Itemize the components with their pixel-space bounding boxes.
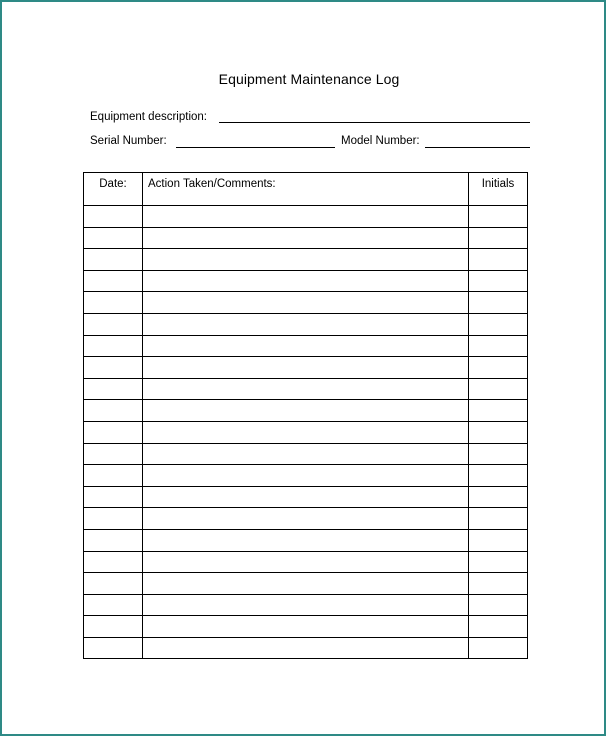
date-cell[interactable] [84,508,143,530]
initials-cell[interactable] [469,508,528,530]
date-cell[interactable] [84,594,143,616]
action-cell[interactable] [143,249,469,271]
action-cell[interactable] [143,270,469,292]
table-row [84,292,528,314]
date-cell[interactable] [84,378,143,400]
equipment-description-label: Equipment description: [90,111,207,123]
action-cell[interactable] [143,357,469,379]
initials-column-header: Initials [469,173,528,206]
initials-cell[interactable] [469,227,528,249]
table-row [84,594,528,616]
table-row [84,486,528,508]
table-row [84,206,528,228]
initials-cell[interactable] [469,270,528,292]
date-cell[interactable] [84,637,143,659]
table-row [84,573,528,595]
initials-cell[interactable] [469,378,528,400]
date-cell[interactable] [84,421,143,443]
action-cell[interactable] [143,529,469,551]
date-cell[interactable] [84,313,143,335]
action-cell[interactable] [143,335,469,357]
table-row [84,357,528,379]
initials-cell[interactable] [469,486,528,508]
action-column-header: Action Taken/Comments: [143,173,469,206]
table-row [84,529,528,551]
model-number-field[interactable] [425,147,530,148]
table-row [84,443,528,465]
initials-cell[interactable] [469,637,528,659]
serial-number-label: Serial Number: [90,135,167,147]
action-cell[interactable] [143,421,469,443]
date-cell[interactable] [84,227,143,249]
action-cell[interactable] [143,313,469,335]
initials-cell[interactable] [469,400,528,422]
action-cell[interactable] [143,637,469,659]
table-row [84,249,528,271]
initials-cell[interactable] [469,335,528,357]
action-cell[interactable] [143,486,469,508]
date-cell[interactable] [84,270,143,292]
table-row [84,313,528,335]
initials-cell[interactable] [469,357,528,379]
initials-cell[interactable] [469,465,528,487]
action-cell[interactable] [143,206,469,228]
serial-number-field[interactable] [176,147,335,148]
action-cell[interactable] [143,400,469,422]
table-row [84,421,528,443]
action-cell[interactable] [143,465,469,487]
initials-cell[interactable] [469,206,528,228]
action-cell[interactable] [143,508,469,530]
initials-cell[interactable] [469,529,528,551]
table-row [84,400,528,422]
initials-cell[interactable] [469,443,528,465]
initials-cell[interactable] [469,573,528,595]
action-cell[interactable] [143,292,469,314]
date-cell[interactable] [84,249,143,271]
date-cell[interactable] [84,529,143,551]
action-cell[interactable] [143,594,469,616]
date-cell[interactable] [84,616,143,638]
table-row [84,508,528,530]
date-cell[interactable] [84,206,143,228]
table-row [84,465,528,487]
initials-cell[interactable] [469,421,528,443]
initials-cell[interactable] [469,313,528,335]
date-cell[interactable] [84,465,143,487]
initials-cell[interactable] [469,616,528,638]
date-cell[interactable] [84,357,143,379]
table-row [84,637,528,659]
action-cell[interactable] [143,443,469,465]
date-cell[interactable] [84,551,143,573]
table-row [84,270,528,292]
date-cell[interactable] [84,486,143,508]
page-title: Equipment Maintenance Log [218,71,400,87]
maintenance-log-table [83,172,528,659]
date-cell[interactable] [84,335,143,357]
date-cell[interactable] [84,573,143,595]
action-cell[interactable] [143,227,469,249]
table-row [84,378,528,400]
table-header-row [84,173,528,206]
initials-cell[interactable] [469,249,528,271]
table-row [84,335,528,357]
date-cell[interactable] [84,292,143,314]
model-number-label: Model Number: [341,135,420,147]
table-row [84,227,528,249]
date-cell[interactable] [84,400,143,422]
table-body [84,206,528,659]
action-cell[interactable] [143,616,469,638]
table-row [84,551,528,573]
date-column-header: Date: [84,173,143,206]
initials-cell[interactable] [469,292,528,314]
action-cell[interactable] [143,573,469,595]
equipment-description-field[interactable] [219,122,530,123]
action-cell[interactable] [143,551,469,573]
initials-cell[interactable] [469,594,528,616]
table-row [84,616,528,638]
initials-cell[interactable] [469,551,528,573]
action-cell[interactable] [143,378,469,400]
date-cell[interactable] [84,443,143,465]
